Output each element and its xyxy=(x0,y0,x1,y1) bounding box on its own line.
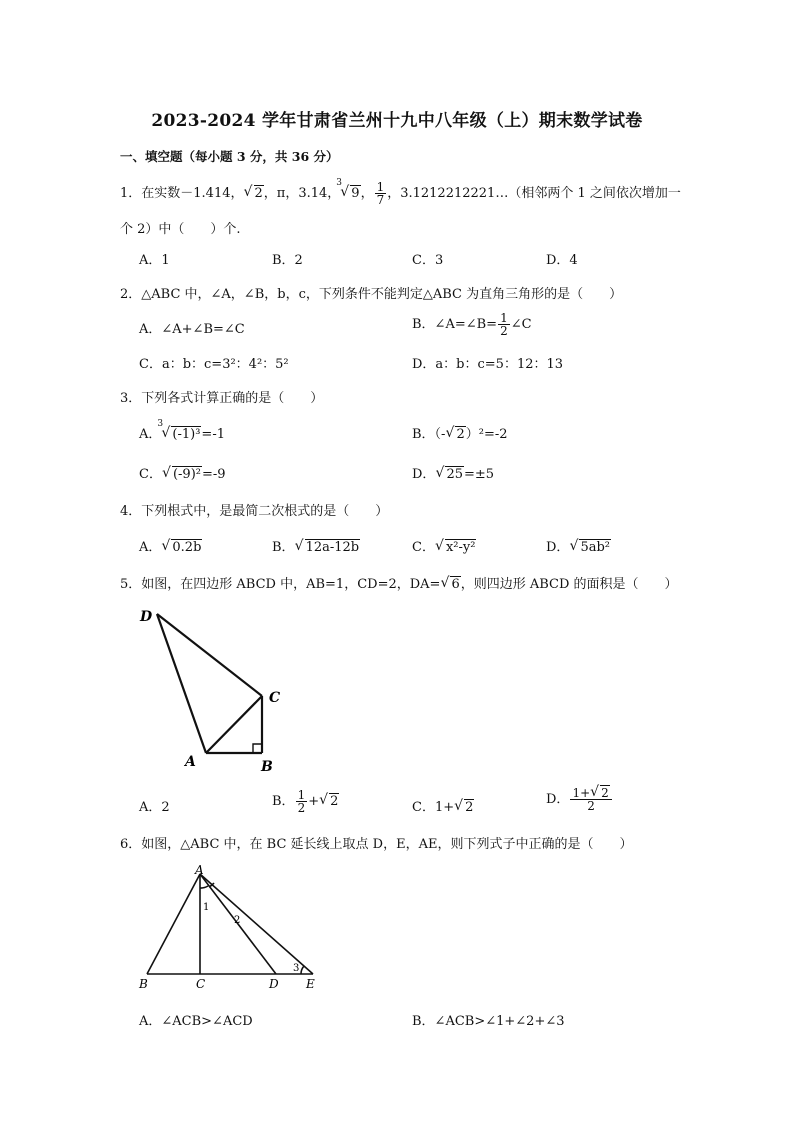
q5-option-c[interactable]: C．1+ √ 2 xyxy=(412,798,474,815)
q2-option-d[interactable]: D．a：b：c=5：12：13 xyxy=(412,357,564,372)
q5-figure xyxy=(130,598,300,778)
q2-option-c[interactable]: C．a：b：c=3²：4²：5² xyxy=(139,357,289,372)
right-angle-mark xyxy=(253,744,262,753)
q4-option-b[interactable]: B． √ 12a-12b xyxy=(272,538,360,555)
question-3-stem: 3．下列各式计算正确的是（ ） xyxy=(120,391,324,406)
edge-ab xyxy=(147,874,200,974)
q2-option-b[interactable]: B．∠A=∠B= $\frac{1}{2}$ ∠C xyxy=(412,311,532,338)
q6-figure xyxy=(135,860,335,995)
label-angle-3: 3 xyxy=(293,963,300,974)
q4-option-a[interactable]: A． √ 0.2b xyxy=(139,538,202,555)
question-1-line1: 1．在实数－1.414， √ 2，π，3.14， 3 √ 9， $\frac{1}{7}$ ，3.1212212221…（相邻两个 1 之间依次增加一 xyxy=(120,178,681,207)
edge-ae xyxy=(200,874,313,974)
label-angle-2: 2 xyxy=(234,915,241,926)
q1-text-a: 1．在实数－1.414， xyxy=(120,186,244,201)
page-title: 2023-2024 学年甘肃省兰州十九中八年级（上）期末数学试卷 xyxy=(151,111,643,131)
q2-option-a[interactable]: A．∠A+∠B=∠C xyxy=(139,322,245,337)
question-6-stem: 6．如图，△ABC 中，在 BC 延长线上取点 D，E，AE，则下列式子中正确的是（ ） xyxy=(120,837,633,852)
arc-angle-1 xyxy=(200,886,208,888)
label-a: A xyxy=(185,754,196,770)
question-1-line2: 个 2）中（ ）个. xyxy=(120,222,241,237)
edge-da xyxy=(157,614,206,753)
q1-text-c: ，3.1212212221…（相邻两个 1 之间依次增加一 xyxy=(387,186,681,201)
q3-option-c[interactable]: C． √ (-9)²=-9 xyxy=(139,465,226,482)
q4-option-d[interactable]: D． √ 5ab² xyxy=(546,538,610,555)
q6-option-a[interactable]: A．∠ACB>∠ACD xyxy=(139,1014,253,1029)
q3-option-a[interactable]: A． 3 √ (-1)³=-1 xyxy=(139,419,225,442)
question-2-stem: 2．△ABC 中，∠A，∠B，b，c，下列条件不能判定△ABC 为直角三角形的是（ ） xyxy=(120,287,623,302)
label-c: C xyxy=(269,690,281,706)
q1-option-b[interactable]: B．2 xyxy=(272,253,303,268)
label-c: C xyxy=(196,977,206,991)
label-b: B xyxy=(261,759,273,775)
q1-option-c[interactable]: C．3 xyxy=(412,253,444,268)
label-angle-1: 1 xyxy=(203,902,210,913)
q6-option-b[interactable]: B．∠ACB>∠1+∠2+∠3 xyxy=(412,1014,565,1029)
q5-option-a[interactable]: A．2 xyxy=(139,800,170,815)
q5-option-b[interactable]: B． $\frac{1}{2}$ + √ 2 xyxy=(272,788,339,815)
q5-option-d[interactable]: D． 1+ √ 2 2 xyxy=(546,787,613,812)
q1-sqrt2: √ 2 xyxy=(243,184,263,201)
arc-angle-3 xyxy=(301,966,304,974)
question-4-stem: 4．下列根式中，是最简二次根式的是（ ） xyxy=(120,504,389,519)
q4-option-c[interactable]: C． √ x²-y² xyxy=(412,538,476,555)
label-d: D xyxy=(140,609,153,625)
q1-option-d[interactable]: D．4 xyxy=(546,253,578,268)
q3-option-d[interactable]: D． √ 25=±5 xyxy=(412,465,495,482)
q1-text-b: ，π，3.14， xyxy=(263,186,341,201)
edge-dc xyxy=(157,614,262,696)
label-a: A xyxy=(195,863,204,877)
label-b: B xyxy=(139,977,148,991)
label-d: D xyxy=(269,977,279,991)
q3-option-b[interactable]: B．（- √ 2）²=-2 xyxy=(412,425,508,442)
q1-cbrt9: 3 √ 9 xyxy=(336,178,360,201)
label-e: E xyxy=(306,977,315,991)
section-heading: 一、填空题（每小题 3 分，共 36 分） xyxy=(120,149,339,164)
q1-option-a[interactable]: A．1 xyxy=(139,253,170,268)
question-5-stem: 5．如图，在四边形 ABCD 中，AB=1，CD=2，DA= √ 6，则四边形 ABCD 的面积是（ ） xyxy=(120,575,678,592)
q1-fraction: $\frac{1}{7}$ xyxy=(376,180,385,207)
